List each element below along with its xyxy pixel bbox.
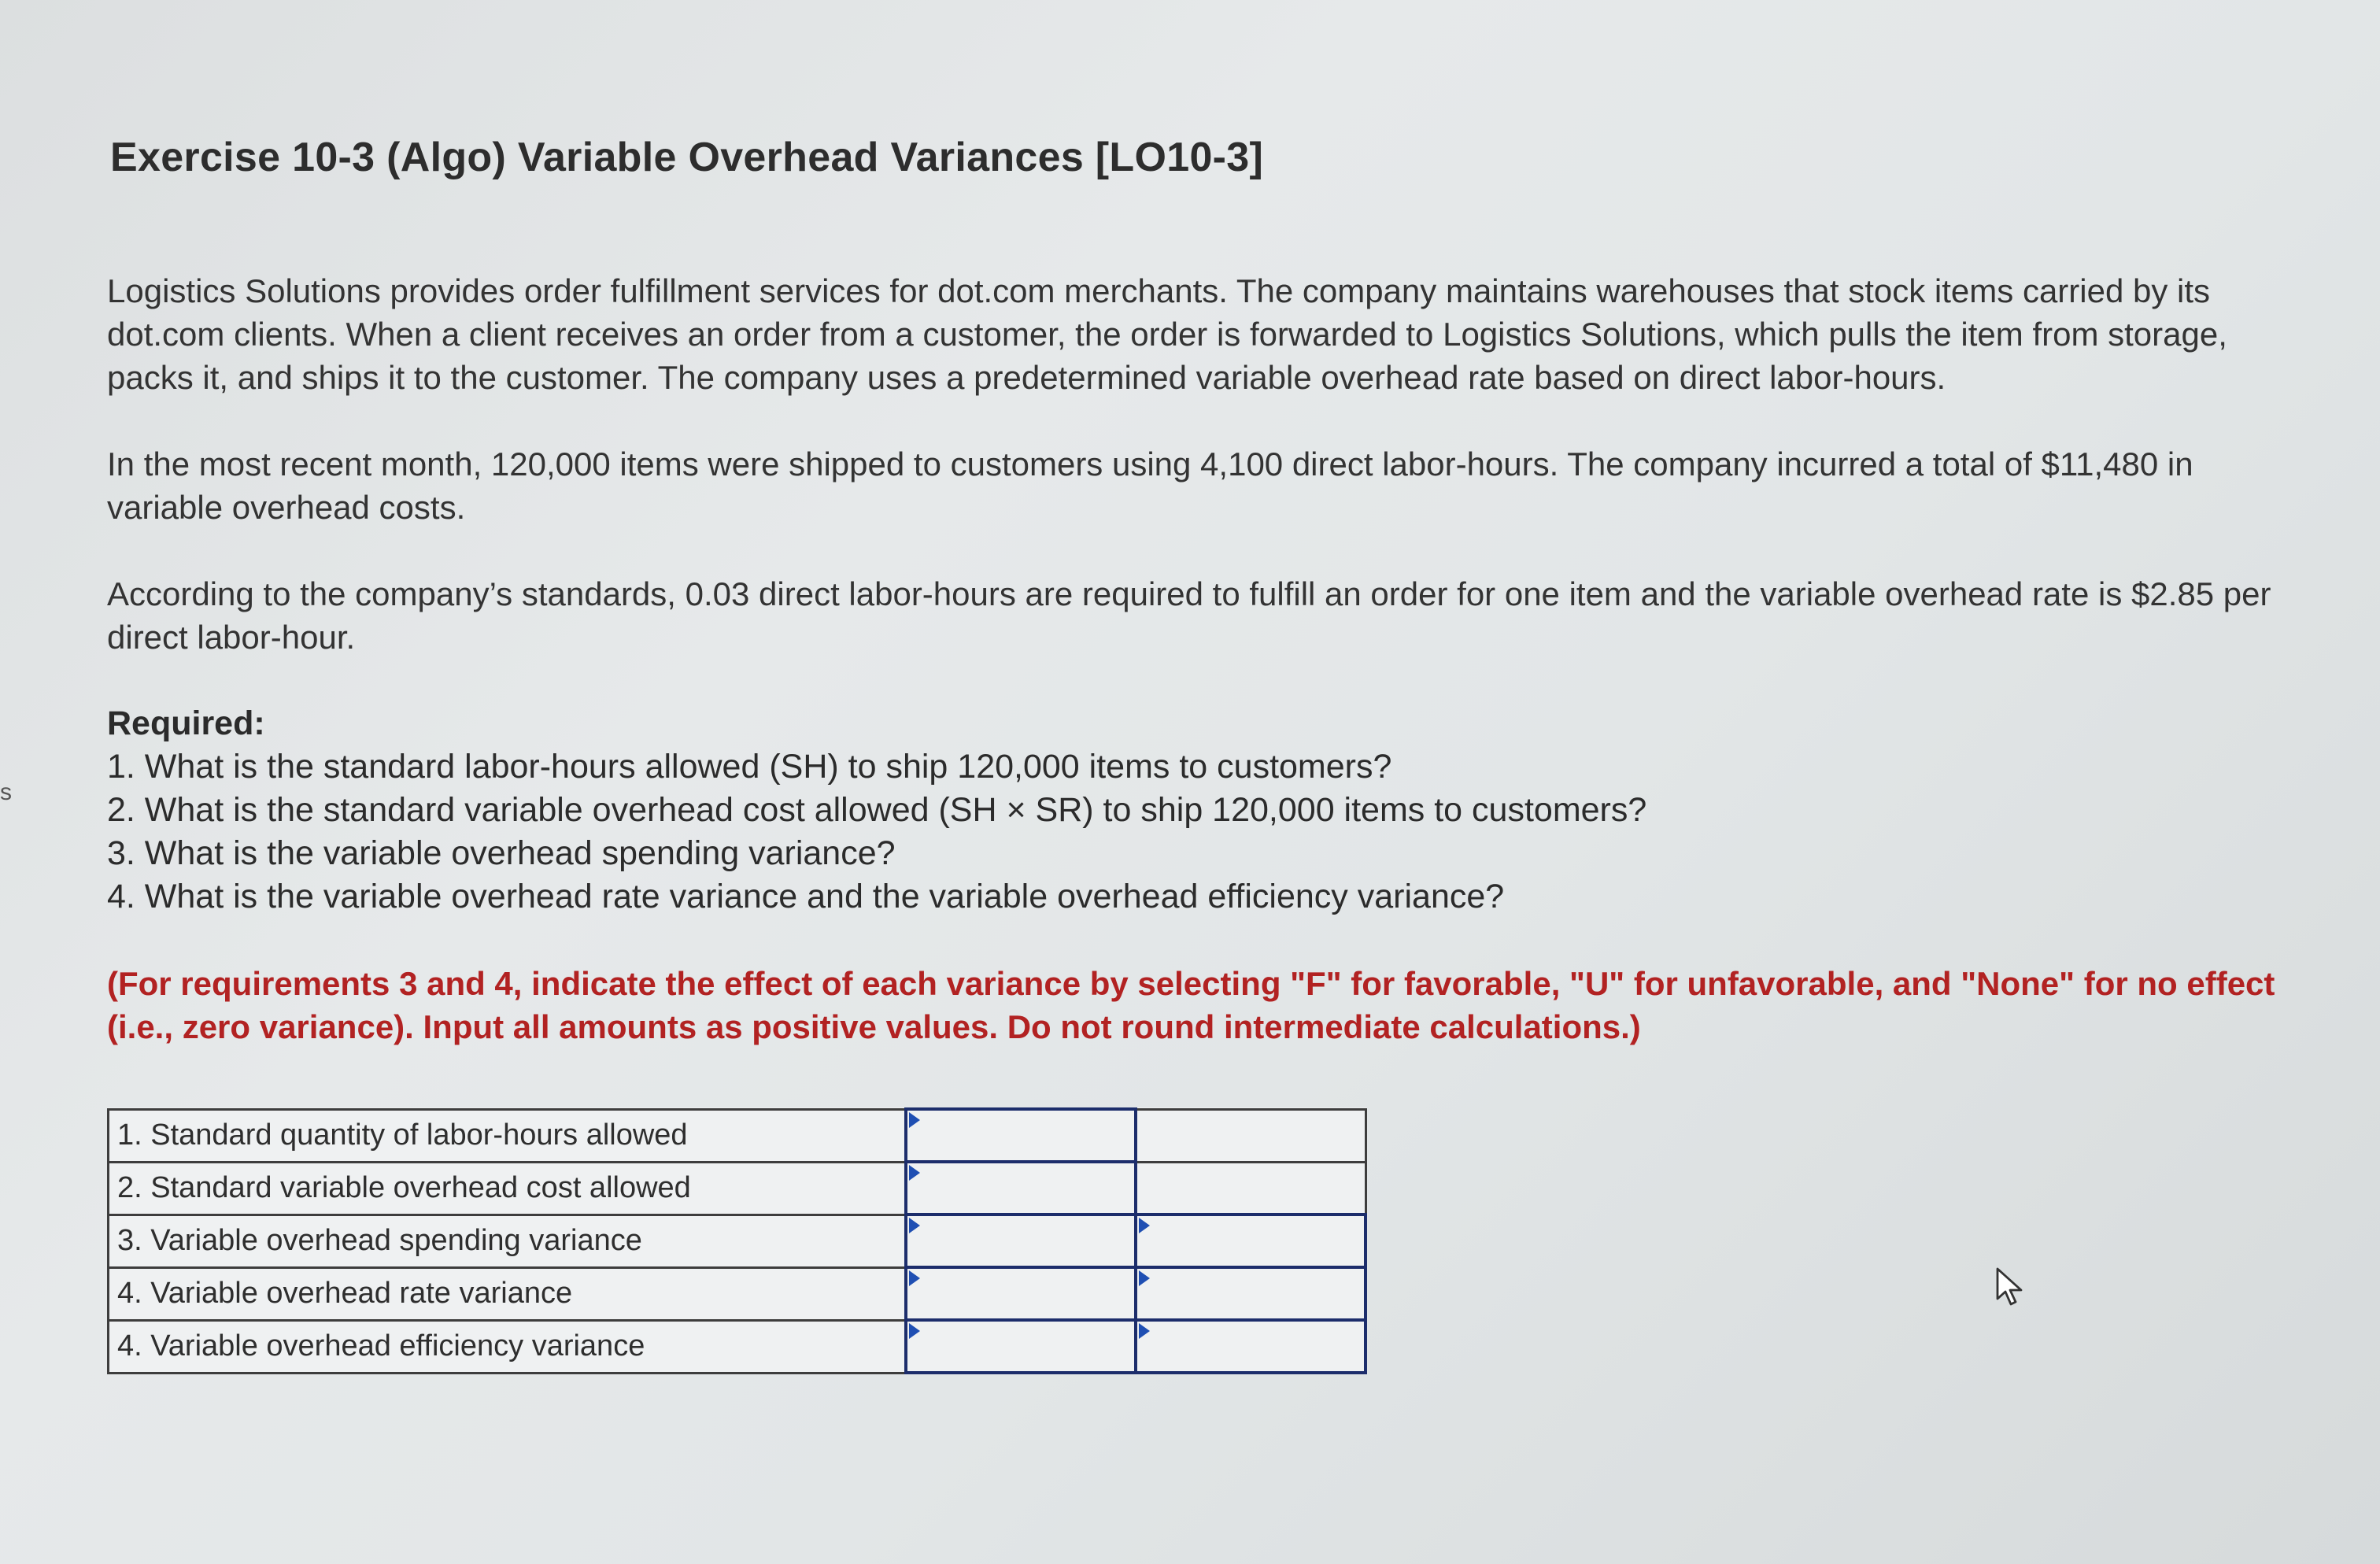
exercise-title: Exercise 10-3 (Algo) Variable Overhead Variances [LO10-3] — [110, 135, 1264, 180]
required-section — [107, 702, 2326, 919]
input-marker-icon — [909, 1165, 920, 1181]
amount-input[interactable] — [906, 1215, 1136, 1267]
table-row — [109, 1215, 1366, 1267]
required-item: 4. What is the variable overhead rate variance and the variable overhead efficiency variance? — [107, 878, 1505, 915]
row-label: 1. Standard quantity of labor-hours allowed — [109, 1109, 907, 1162]
row-label: 2. Standard variable overhead cost allowed — [109, 1162, 907, 1215]
problem-paragraph-2: In the most recent month, 120,000 items were shipped to customers using 4,100 direct labor-hours. The company incurred a total of $11,480 in variable overhead costs. — [107, 446, 2193, 526]
input-marker-icon — [909, 1112, 920, 1128]
row-label: 4. Variable overhead rate variance — [109, 1267, 907, 1320]
required-list — [107, 745, 2326, 919]
row-label: 4. Variable overhead efficiency variance — [109, 1320, 907, 1373]
effect-select[interactable] — [1136, 1215, 1366, 1267]
amount-input[interactable] — [906, 1267, 1136, 1320]
answer-table — [107, 1107, 1367, 1374]
instruction-text: (For requirements 3 and 4, indicate the effect of each variance by selecting "F" for favorable, "U" for unfavorable, and "None" for no effect (i.e., zero variance). Input all amounts as positive values. Do not round intermediate calculations.) — [107, 965, 2275, 1045]
required-item: 1. What is the standard labor-hours allowed (SH) to ship 120,000 items to customers? — [107, 748, 1392, 786]
side-marker: s — [0, 779, 12, 805]
amount-input[interactable] — [906, 1109, 1136, 1162]
table-row — [109, 1109, 1366, 1162]
empty-cell — [1136, 1162, 1366, 1215]
dropdown-marker-icon — [1139, 1270, 1150, 1286]
problem-paragraph-3: According to the company’s standards, 0.03 direct labor-hours are required to fulfill an order for one item and the variable overhead rate is $2.85 per direct labor-hour. — [107, 575, 2271, 656]
effect-select[interactable] — [1136, 1267, 1366, 1320]
empty-cell — [1136, 1109, 1366, 1162]
input-marker-icon — [909, 1218, 920, 1233]
required-heading: Required: — [107, 704, 265, 742]
input-marker-icon — [909, 1270, 920, 1286]
table-row — [109, 1267, 1366, 1320]
exercise-content — [107, 134, 2326, 1374]
table-row — [109, 1162, 1366, 1215]
required-item: 2. What is the standard variable overhead cost allowed (SH × SR) to ship 120,000 items to customers? — [107, 791, 1647, 829]
effect-select[interactable] — [1136, 1320, 1366, 1373]
required-item: 3. What is the variable overhead spending variance? — [107, 834, 896, 872]
problem-paragraph-1: Logistics Solutions provides order fulfillment services for dot.com merchants. The company maintains warehouses that stock items carried by its dot.com clients. When a client receives an order from a customer, the order is forwarded to Logistics Solutions, which pulls the item from storage, packs it, and ships it to the customer. The company uses a predetermined variable overhead rate based on direct labor-hours. — [107, 272, 2227, 396]
dropdown-marker-icon — [1139, 1323, 1150, 1339]
amount-input[interactable] — [906, 1162, 1136, 1215]
mouse-pointer-icon — [1994, 1267, 2026, 1308]
table-row — [109, 1320, 1366, 1373]
dropdown-marker-icon — [1139, 1218, 1150, 1233]
row-label: 3. Variable overhead spending variance — [109, 1215, 907, 1267]
input-marker-icon — [909, 1323, 920, 1339]
amount-input[interactable] — [906, 1320, 1136, 1373]
